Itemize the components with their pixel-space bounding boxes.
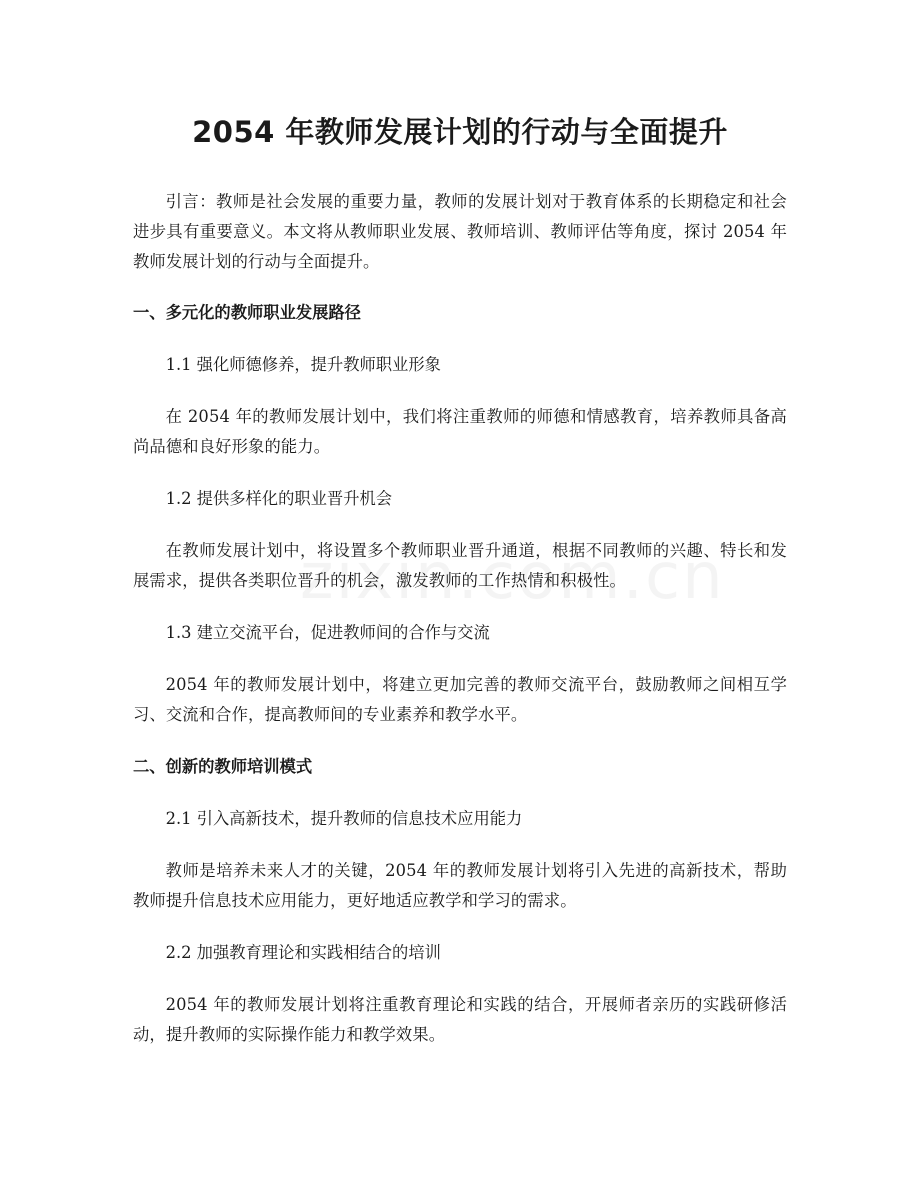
subsection-heading: 1.1 强化师德修养，提升教师职业形象 — [165, 355, 441, 374]
section-2 — [133, 752, 787, 1050]
intro-paragraph: 引言：教师是社会发展的重要力量，教师的发展计划对于教育体系的长期稳定和社会进步具有重要意义。本文将从教师职业发展、教师培训、教师评估等角度，探讨 2054 年教师发展计划的行动与全面提升。 — [133, 192, 787, 271]
subsection-heading: 2.1 引入高新技术，提升教师的信息技术应用能力 — [165, 809, 523, 828]
section-heading: 二、创新的教师培训模式 — [133, 757, 313, 776]
subsection-heading: 2.2 加强教育理论和实践相结合的培训 — [165, 943, 441, 962]
subsection-paragraph: 2054 年的教师发展计划将注重教育理论和实践的结合，开展师者亲历的实践研修活动，提升教师的实际操作能力和教学效果。 — [133, 995, 787, 1044]
subsection-paragraph: 2054 年的教师发展计划中，将建立更加完善的教师交流平台，鼓励教师之间相互学习、交流和合作，提高教师间的专业素养和教学水平。 — [133, 675, 787, 724]
document-body — [133, 187, 787, 1050]
subsection-heading: 1.2 提供多样化的职业晋升机会 — [165, 489, 393, 508]
document-title: 2054 年教师发展计划的行动与全面提升 — [192, 115, 728, 149]
subsection-paragraph: 在 2054 年的教师发展计划中，我们将注重教师的师德和情感教育，培养教师具备高尚品德和良好形象的能力。 — [133, 407, 787, 456]
subsection-paragraph: 教师是培养未来人才的关键，2054 年的教师发展计划将引入先进的高新技术，帮助教师提升信息技术应用能力，更好地适应教学和学习的需求。 — [133, 861, 787, 910]
subsection-paragraph: 在教师发展计划中，将设置多个教师职业晋升通道，根据不同教师的兴趣、特长和发展需求，提供各类职位晋升的机会，激发教师的工作热情和积极性。 — [133, 541, 787, 590]
section-1 — [133, 298, 787, 752]
subsection-heading: 1.3 建立交流平台，促进教师间的合作与交流 — [165, 623, 490, 642]
section-heading: 一、多元化的教师职业发展路径 — [133, 303, 361, 322]
